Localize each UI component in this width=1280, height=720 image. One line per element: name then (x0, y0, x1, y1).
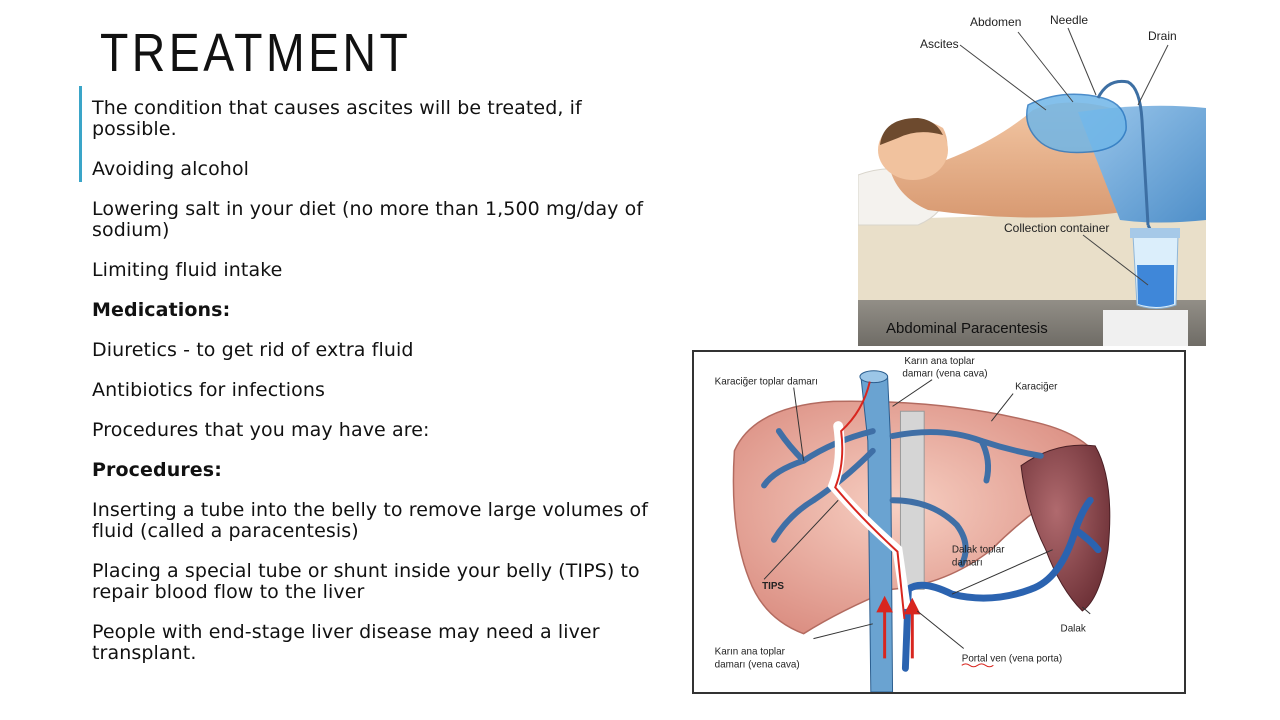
ascites-fluid (1027, 94, 1126, 152)
label-portal-vein: Portal ven (vena porta) (961, 653, 1063, 665)
vena-cava-opening (860, 371, 888, 383)
label-splenic-vein-line2: damarı (951, 557, 983, 569)
heading-medications: Medications: (92, 299, 231, 321)
bullet-tips: Placing a special tube or shunt inside your belly (TIPS) to repair blood flow to the liver (92, 560, 640, 603)
container-stand (1103, 310, 1188, 346)
figure-caption: Abdominal Paracentesis (886, 320, 1048, 337)
treatment-list (92, 98, 652, 683)
container-fluid (1137, 265, 1174, 307)
label-collection-container: Collection container (1004, 221, 1110, 235)
bullet-alcohol: Avoiding alcohol (92, 158, 250, 180)
flow-arrows (879, 599, 919, 658)
tips-liver-diagram (692, 350, 1186, 694)
label-vena-cava-top-line2: damarı (vena cava) (902, 368, 988, 380)
bullet-condition: The condition that causes ascites will be treated, if possible. (92, 97, 582, 140)
label-tips: TIPS (762, 581, 785, 593)
label-vena-cava-bottom-line2: damarı (vena cava) (714, 659, 800, 671)
label-abdomen: Abdomen (970, 15, 1022, 29)
title-accent-bar (79, 86, 82, 182)
bullet-antibiotics: Antibiotics for infections (92, 379, 326, 401)
bullet-paracentesis: Inserting a tube into the belly to remove large volumes of fluid (called a paracentesis) (92, 499, 649, 542)
label-splenic-vein-line1: Dalak toplar (951, 544, 1005, 556)
label-vena-cava-bottom-line1: Karın ana toplar (714, 646, 785, 658)
slide-title: TREATMENT (100, 23, 412, 83)
bullet-transplant: People with end-stage liver disease may need a liver transplant. (92, 621, 600, 664)
label-ascites: Ascites (920, 37, 959, 51)
label-spleen: Dalak (1060, 623, 1086, 635)
label-liver: Karaciğer (1015, 381, 1058, 393)
label-vena-cava-top-line1: Karın ana toplar (904, 355, 975, 367)
paracentesis-illustration (858, 10, 1206, 346)
bullet-diuretics: Diuretics - to get rid of extra fluid (92, 339, 414, 361)
bullet-fluid: Limiting fluid intake (92, 259, 283, 281)
heading-procedures: Procedures: (92, 459, 222, 481)
bullet-procedures-intro: Procedures that you may have are: (92, 419, 430, 441)
container-lid (1130, 228, 1180, 238)
label-needle: Needle (1050, 13, 1089, 27)
label-hepatic-vein: Karaciğer toplar damarı (714, 376, 818, 388)
bullet-salt: Lowering salt in your diet (no more than 1,500 mg/day of sodium) (92, 198, 644, 241)
label-drain: Drain (1148, 29, 1177, 43)
